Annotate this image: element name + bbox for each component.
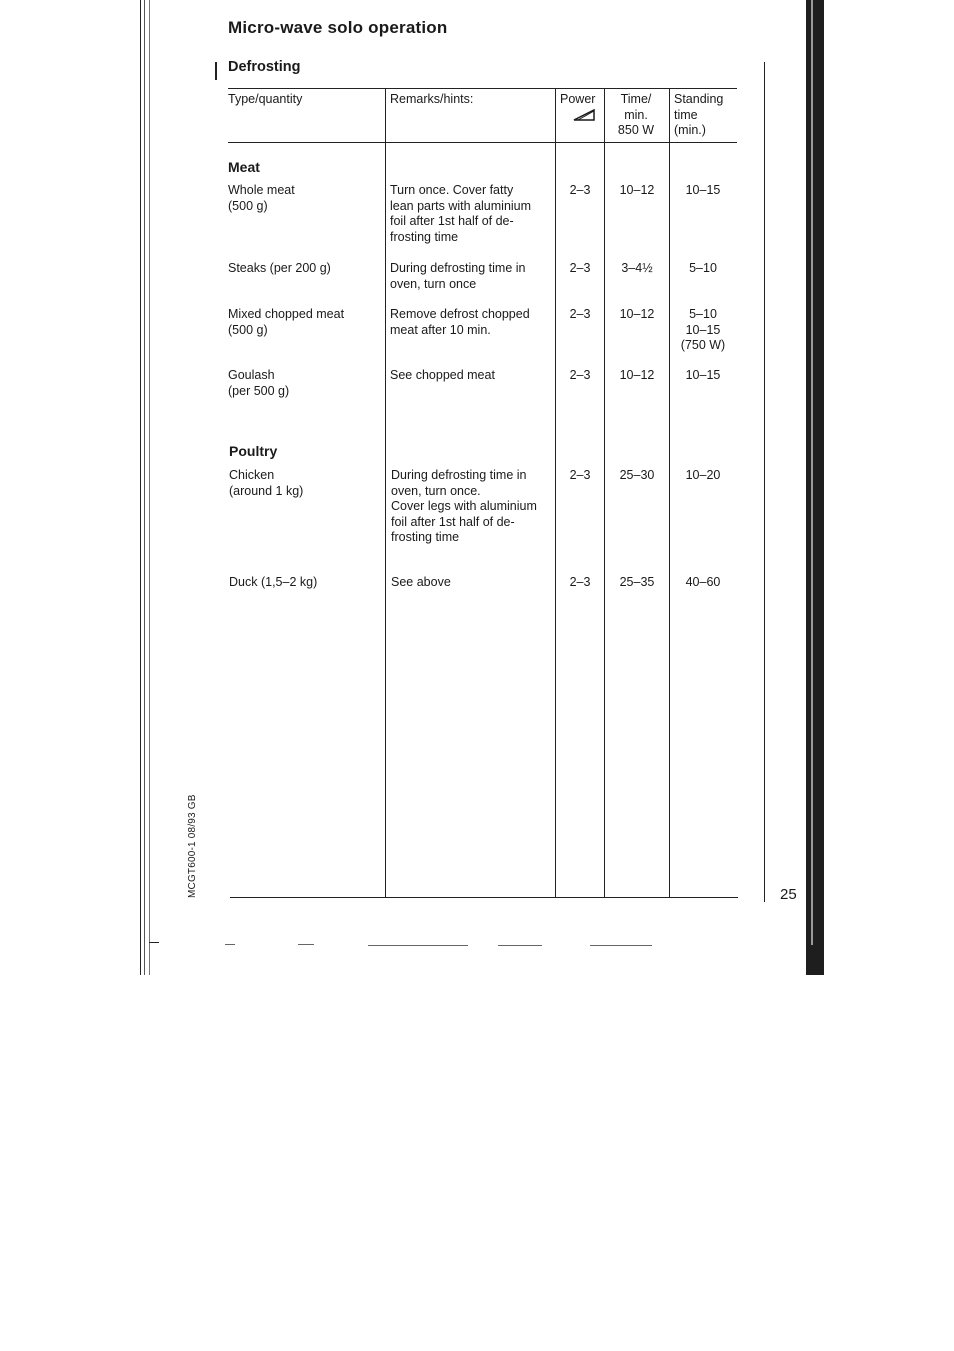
header-remarks: Remarks/hints: bbox=[390, 92, 474, 106]
scan-artifact-line bbox=[298, 944, 314, 945]
right-margin-rule bbox=[764, 62, 765, 902]
table-cell-power: 2–3 bbox=[569, 368, 591, 382]
column-divider bbox=[669, 88, 670, 898]
page-edge-gap bbox=[811, 0, 813, 945]
table-cell-standing: 5–10 10–15 (750 W) bbox=[680, 307, 726, 352]
table-cell-time: 10–12 bbox=[619, 183, 655, 197]
header-type-quantity: Type/quantity bbox=[228, 92, 303, 106]
table-cell-type: Steaks (per 200 g) bbox=[228, 261, 331, 275]
table-cell-type: Goulash (per 500 g) bbox=[228, 368, 290, 398]
binding-line bbox=[140, 0, 141, 975]
scan-artifact-line bbox=[590, 945, 652, 946]
table-cell-time: 25–30 bbox=[619, 468, 655, 482]
table-cell-remarks: Remove defrost chopped meat after 10 min. bbox=[390, 307, 530, 337]
binding-line bbox=[144, 0, 145, 975]
column-divider bbox=[555, 88, 556, 898]
scan-artifact-line bbox=[498, 945, 542, 946]
table-bottom-rule bbox=[230, 897, 738, 898]
table-top-rule bbox=[228, 88, 737, 89]
table-cell-power: 2–3 bbox=[569, 575, 591, 589]
table-cell-time: 10–12 bbox=[619, 368, 655, 382]
column-divider bbox=[385, 88, 386, 898]
table-cell-type: Chicken (around 1 kg) bbox=[229, 468, 304, 498]
header-time: Time/ min. 850 W bbox=[617, 92, 655, 137]
table-cell-standing: 10–15 bbox=[685, 183, 721, 197]
section-title: Defrosting bbox=[228, 59, 301, 75]
column-divider bbox=[604, 88, 605, 898]
table-cell-type: Duck (1,5–2 kg) bbox=[229, 575, 318, 589]
table-cell-time: 3–4½ bbox=[621, 261, 653, 275]
table-cell-type: Whole meat (500 g) bbox=[228, 183, 295, 213]
table-cell-power: 2–3 bbox=[569, 468, 591, 482]
scan-artifact-line bbox=[368, 945, 468, 946]
header-standing-time: Standing time (min.) bbox=[674, 92, 724, 137]
page-number: 25 bbox=[780, 886, 797, 903]
table-cell-remarks: During defrosting time in oven, turn once bbox=[390, 261, 526, 291]
corner-mark bbox=[149, 942, 159, 943]
section-marker bbox=[215, 62, 217, 80]
table-cell-power: 2–3 bbox=[569, 307, 591, 321]
page-edge-bar bbox=[806, 0, 824, 975]
group-heading-meat: Meat bbox=[228, 159, 260, 175]
table-cell-power: 2–3 bbox=[569, 183, 591, 197]
table-cell-standing: 5–10 bbox=[689, 261, 717, 275]
table-cell-power: 2–3 bbox=[569, 261, 591, 275]
table-cell-time: 25–35 bbox=[619, 575, 655, 589]
table-cell-remarks: See above bbox=[391, 575, 451, 589]
table-cell-standing: 10–20 bbox=[685, 468, 721, 482]
header-power: Power bbox=[560, 92, 596, 106]
table-cell-time: 10–12 bbox=[619, 307, 655, 321]
table-cell-remarks: Turn once. Cover fatty lean parts with aluminium foil after 1st half of de- frosting time bbox=[390, 183, 532, 244]
document-code: MCGT600-1 08/93 GB bbox=[187, 794, 198, 898]
table-cell-remarks: During defrosting time in oven, turn once. Cover legs with aluminium foil after 1st half of de- frosting time bbox=[391, 468, 537, 544]
power-level-icon bbox=[572, 108, 598, 122]
table-cell-remarks: See chopped meat bbox=[390, 368, 495, 382]
page-title: Micro-wave solo operation bbox=[228, 18, 448, 37]
table-cell-type: Mixed chopped meat (500 g) bbox=[228, 307, 345, 337]
table-cell-standing: 10–15 bbox=[685, 368, 721, 382]
group-heading-poultry: Poultry bbox=[229, 443, 278, 459]
scan-artifact-line bbox=[225, 944, 235, 945]
binding-line bbox=[149, 0, 150, 975]
table-cell-standing: 40–60 bbox=[685, 575, 721, 589]
header-rule bbox=[228, 142, 737, 143]
